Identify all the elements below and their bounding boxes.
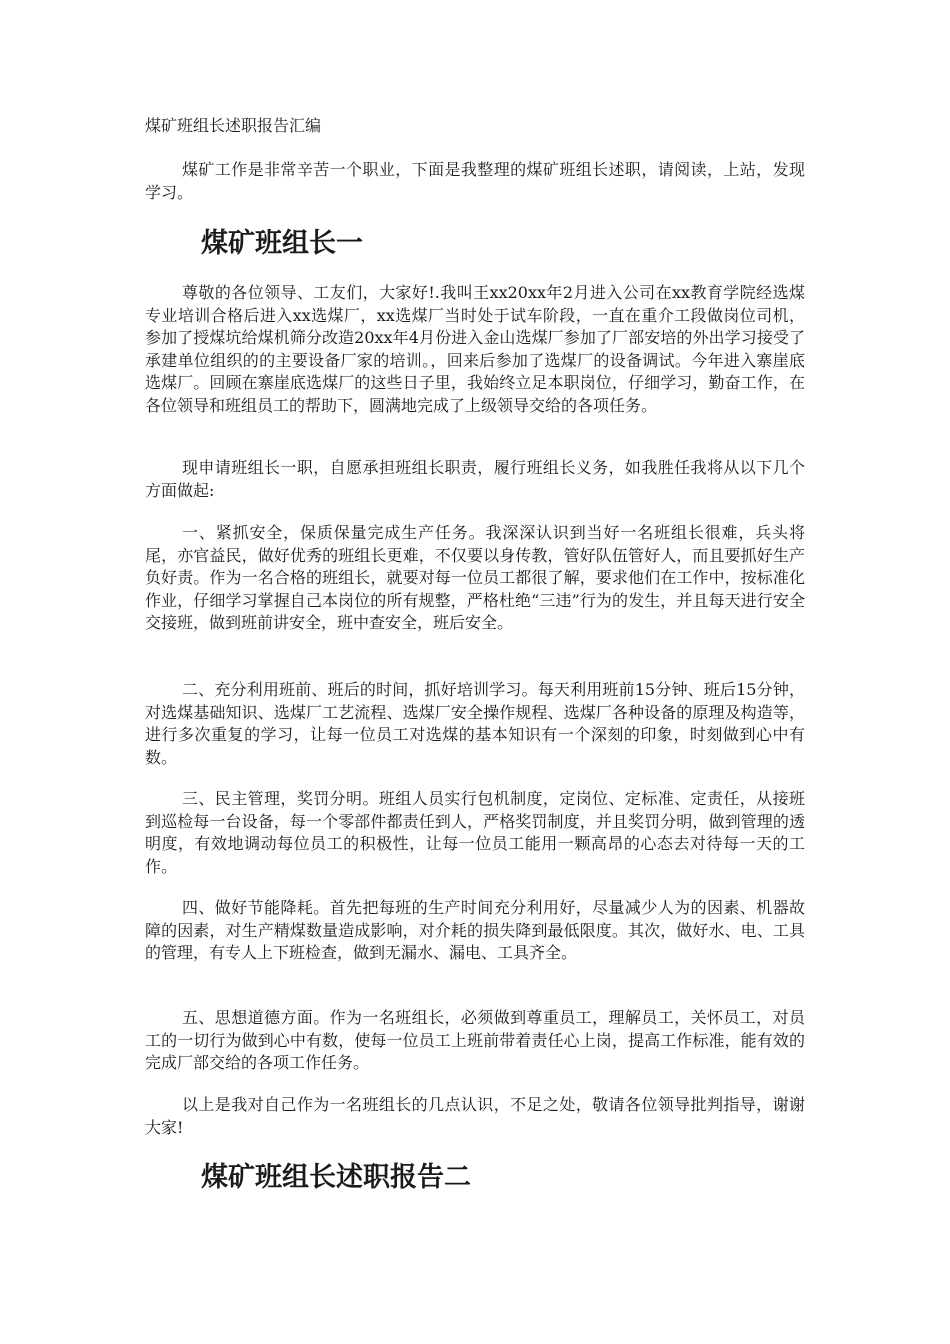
paragraph-intro-self: 尊敬的各位领导、工友们，大家好!.我叫王xx20xx年2月进入公司在xx教育学院经选煤专业培训合格后进入xx选煤厂，xx选煤厂当时处于试车阶段，一直在重介工段做岗位司机，参加了授煤坑给煤机筛分改造20xx年4月份进入金山选煤厂参加了厂部安培的外出学习接受了承建单位组织的的主要设备厂家的培训。，回来后参加了选煤厂的设备调试。今年进入寨崖底选煤厂。回顾在寨崖底选煤厂的这些日子里，我始终立足本职岗位，仔细学习，勤奋工作，在各位领导和班组员工的帮助下，圆满地完成了上级领导交给的各项任务。 [145,283,805,415]
section-heading-2: 煤矿班组长述职报告二 [201,1162,471,1193]
paragraph-point-3: 三、民主管理，奖罚分明。班组人员实行包机制度，定岗位、定标准、定责任，从接班到巡检每一台设备，每一个零部件都责任到人，严格奖罚制度，并且奖罚分明，做到管理的透明度，有效地调动每位员工的积极性，让每一位员工能用一颗高昂的心态去对待每一天的工作。 [145,789,805,876]
paragraph-point-4: 四、做好节能降耗。首先把每班的生产时间充分利用好，尽量减少人为的因素、机器故障的因素，对生产精煤数量造成影响，对介耗的损失降到最低限度。其次，做好水、电、工具的管理，有专人上下班检查，做到无漏水、漏电、工具齐全。 [145,898,805,963]
intro-paragraph: 煤矿工作是非常辛苦一个职业，下面是我整理的煤矿班组长述职，请阅读，上站，发现学习。 [145,160,805,202]
paragraph-point-1: 一、紧抓安全，保质保量完成生产任务。我深深认识到当好一名班组长很难，兵头将尾，亦官益民，做好优秀的班组长更难，不仅要以身传教，管好队伍管好人，而且要抓好生产负好责。作为一名合格的班组长，就要对每一位员工都很了解，要求他们在工作中，按标准化作业，仔细学习掌握自己本岗位的所有规整，严格杜绝“三违”行为的发生，并且每天进行安全交接班，做到班前讲安全，班中查安全，班后安全。 [145,523,805,633]
paragraph-closing: 以上是我对自己作为一名班组长的几点认识，不足之处，敬请各位领导批判指导，谢谢大家! [145,1095,805,1137]
document-title: 煤矿班组长述职报告汇编 [145,116,322,135]
paragraph-application: 现申请班组长一职，自愿承担班组长职责，履行班组长义务，如我胜任我将从以下几个方面做起: [145,458,805,500]
section-heading-1: 煤矿班组长一 [201,228,363,259]
paragraph-point-2: 二、充分利用班前、班后的时间，抓好培训学习。每天利用班前15分钟、班后15分钟，对选煤基础知识、选煤厂工艺流程、选煤厂安全操作规程、选煤厂各种设备的原理及构造等，进行多次重复的学习，让每一位员工对选煤的基本知识有一个深刻的印象，时刻做到心中有数。 [145,680,805,767]
paragraph-point-5: 五、思想道德方面。作为一名班组长，必须做到尊重员工，理解员工，关怀员工，对员工的一切行为做到心中有数，使每一位员工上班前带着责任心上岗，提高工作标准，能有效的完成厂部交给的各项工作任务。 [145,1008,805,1073]
